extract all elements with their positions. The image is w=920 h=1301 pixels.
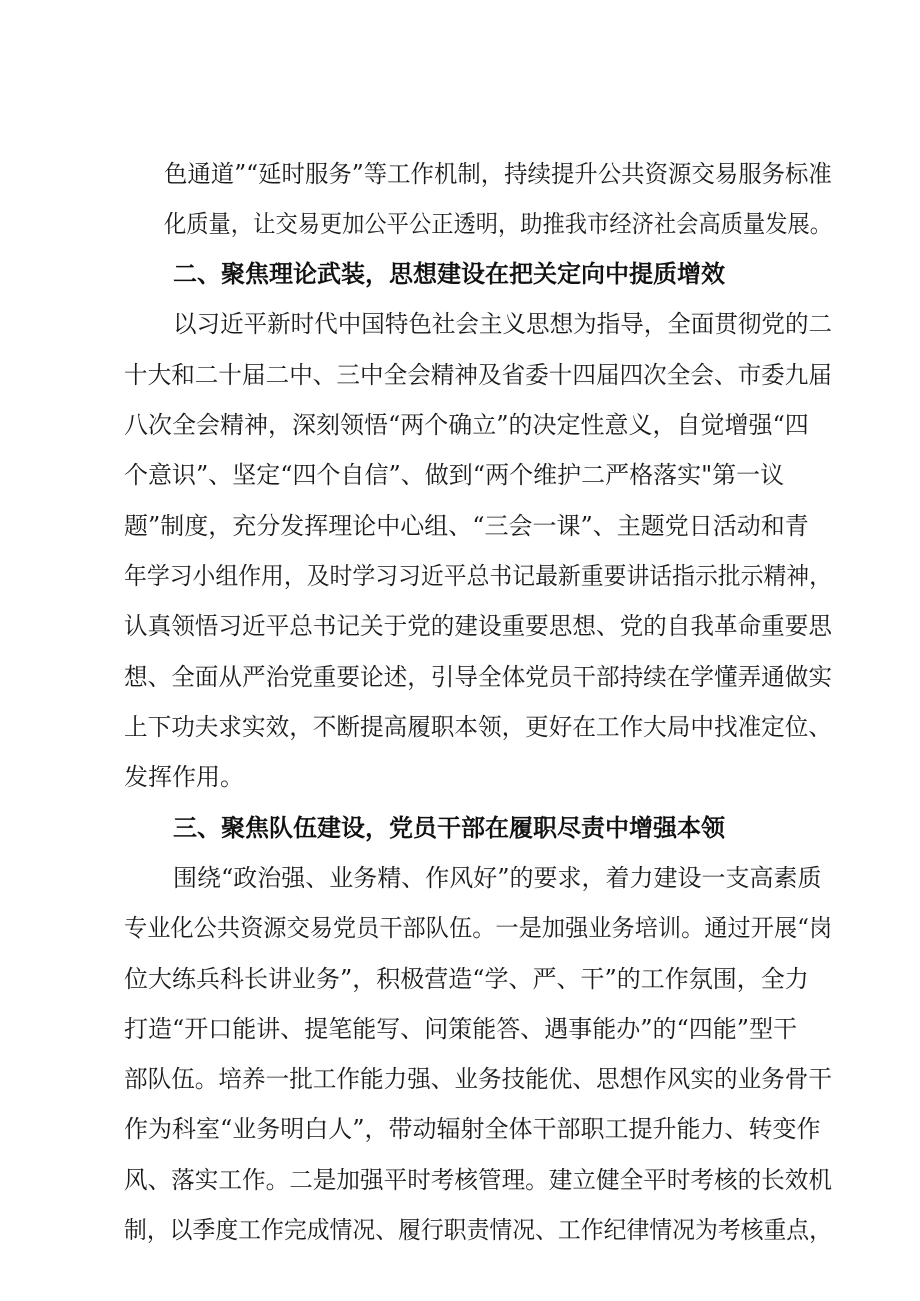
body-line: 以习近平新时代中国特色社会主义思想为指导，全面贯彻党的二: [173, 310, 833, 338]
body-line: 年学习小组作用，及时学习习近平总书记最新重要讲话指示批示精神，: [124, 562, 832, 590]
body-line: 围绕“政治强、业务精、作风好”的要求，着力建设一支高素质: [173, 864, 822, 892]
body-line: 想、全面从严治党重要论述，引导全体党员干部持续在学懂弄通做实: [124, 663, 832, 691]
body-line: 作为科室“业务明白人”，带动辐射全体干部职工提升能力、转变作: [124, 1115, 821, 1143]
body-line: 制，以季度工作完成情况、履行职责情况、工作纪律情况为考核重点，: [124, 1216, 832, 1244]
body-line: 打造“开口能讲、提笔能写、问策能答、遇事能办”的“四能”型干: [124, 1015, 798, 1043]
body-line: 化质量，让交易更加公平公正透明，助推我市经济社会高质量发展。: [164, 210, 833, 238]
body-line: 八次全会精神，深刻领悟“两个确立”的决定性意义，自觉增强“四: [124, 411, 809, 439]
body-line: 部队伍。培养一批工作能力强、业务技能优、思想作风实的业务骨干: [124, 1065, 832, 1093]
section-heading: 三、聚焦队伍建设，党员干部在履职尽责中增强本领: [173, 814, 725, 842]
section-heading: 二、聚焦理论武装，思想建设在把关定向中提质增效: [173, 260, 725, 288]
body-line: 发挥作用。: [124, 763, 244, 791]
body-line: 专业化公共资源交易党员干部队伍。一是加强业务培训。通过开展“岗: [124, 914, 833, 942]
body-line: 题”制度，充分发挥理论中心组、“三会一课”、主题党日活动和青: [124, 512, 809, 540]
body-line: 十大和二十届二中、三中全会精神及省委十四届四次全会、市委九届: [124, 361, 832, 389]
body-line: 认真领悟习近平总书记关于党的建设重要思想、党的自我革命重要思: [124, 612, 832, 640]
body-line: 风、落实工作。二是加强平时考核管理。建立健全平时考核的长效机: [124, 1166, 832, 1194]
body-line: 位大练兵科长讲业务”，积极营造“学、严、干”的工作氛围，全力: [124, 965, 809, 993]
body-line: 个意识”、坚定“四个自信”、做到“两个维护二严格落实"第一议: [124, 461, 785, 489]
body-line: 上下功夫求实效，不断提高履职本领，更好在工作大局中找准定位、: [124, 713, 832, 741]
body-line: 色通道”“延时服务”等工作机制，持续提升公共资源交易服务标准: [164, 160, 832, 188]
